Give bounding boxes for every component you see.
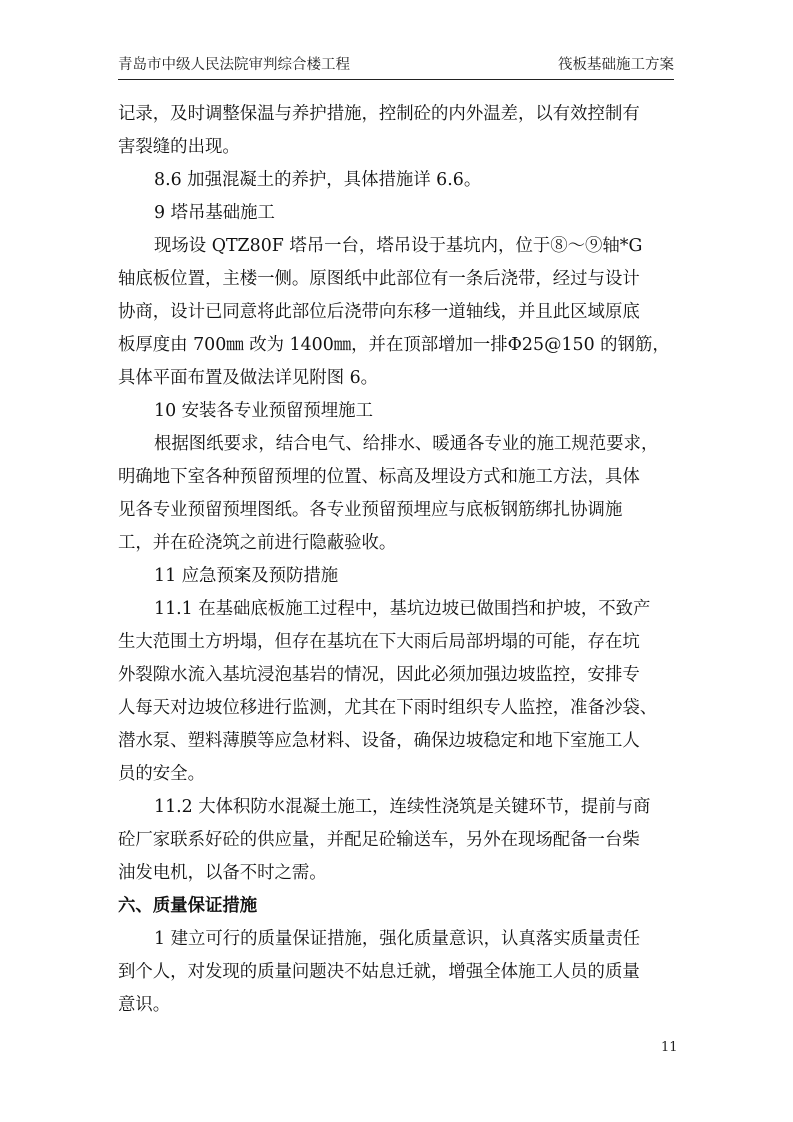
page-number: 11 [661, 1040, 678, 1055]
text-line: 根据图纸要求，结合电气、给排水、暖通各专业的施工规范要求， [154, 434, 659, 454]
text-line: 11.1 在基础底板施工过程中，基坑边坡已做围挡和护坡，不致产 [154, 599, 651, 619]
header-project-title: 青岛市中级人民法院审判综合楼工程 [118, 57, 350, 73]
text-line: 意识。 [118, 995, 171, 1015]
text-line: 见各专业预留预埋图纸。各专业预留预埋应与底板钢筋绑扎协调施 [118, 500, 623, 520]
text-line: 外裂隙水流入基坑浸泡基岩的情况，因此必须加强边坡监控，安排专 [118, 665, 640, 685]
text-line: 潜水泵、塑料薄膜等应急材料、设备，确保边坡稳定和地下室施工人 [118, 731, 640, 751]
text-line: 轴底板位置，主楼一侧。原图纸中此部位有一条后浇带，经过与设计 [118, 269, 640, 289]
text-line: 记录，及时调整保温与养护措施，控制砼的内外温差，以有效控制有 [118, 104, 640, 124]
text-line: 板厚度由 700㎜ 改为 1400㎜，并在顶部增加一排Φ25@150 的钢筋， [118, 335, 670, 355]
section-heading: 10 安装各专业预留预埋施工 [154, 401, 373, 421]
section-heading: 9 塔吊基础施工 [154, 203, 275, 223]
text-line: 明确地下室各种预留预埋的位置、标高及埋设方式和施工方法，具体 [118, 467, 640, 487]
text-line: 员的安全。 [118, 764, 205, 784]
chapter-heading: 六、质量保证措施 [118, 896, 258, 916]
text-line: 8.6 加强混凝土的养护，具体措施详 6.6。 [154, 170, 482, 190]
text-line: 1 建立可行的质量保证措施，强化质量意识，认真落实质量责任 [154, 929, 641, 949]
text-line: 工，并在砼浇筑之前进行隐蔽验收。 [118, 533, 397, 553]
page-header [118, 53, 674, 80]
text-line: 到个人，对发现的质量问题决不姑息迁就，增强全体施工人员的质量 [118, 962, 640, 982]
text-line: 协商，设计已同意将此部位后浇带向东移一道轴线，并且此区域原底 [118, 302, 640, 322]
text-line: 油发电机，以备不时之需。 [118, 863, 327, 883]
text-line: 现场设 QTZ80F 塔吊一台，塔吊设于基坑内，位于⑧～⑨轴*G [154, 236, 643, 256]
text-line: 害裂缝的出现。 [118, 137, 240, 157]
text-line: 具体平面布置及做法详见附图 6。 [118, 368, 379, 388]
body-text [118, 98, 674, 1022]
text-line: 砼厂家联系好砼的供应量，并配足砼输送车，另外在现场配备一台柴 [118, 830, 640, 850]
text-line: 人每天对边坡位移进行监测，尤其在下雨时组织专人监控，准备沙袋、 [118, 698, 658, 718]
text-line: 生大范围土方坍塌，但存在基坑在下大雨后局部坍塌的可能，存在坑 [118, 632, 640, 652]
header-document-title: 筏板基础施工方案 [558, 57, 674, 73]
section-heading: 11 应急预案及预防措施 [154, 566, 339, 586]
text-line: 11.2 大体积防水混凝土施工，连续性浇筑是关键环节，提前与商 [154, 797, 651, 817]
